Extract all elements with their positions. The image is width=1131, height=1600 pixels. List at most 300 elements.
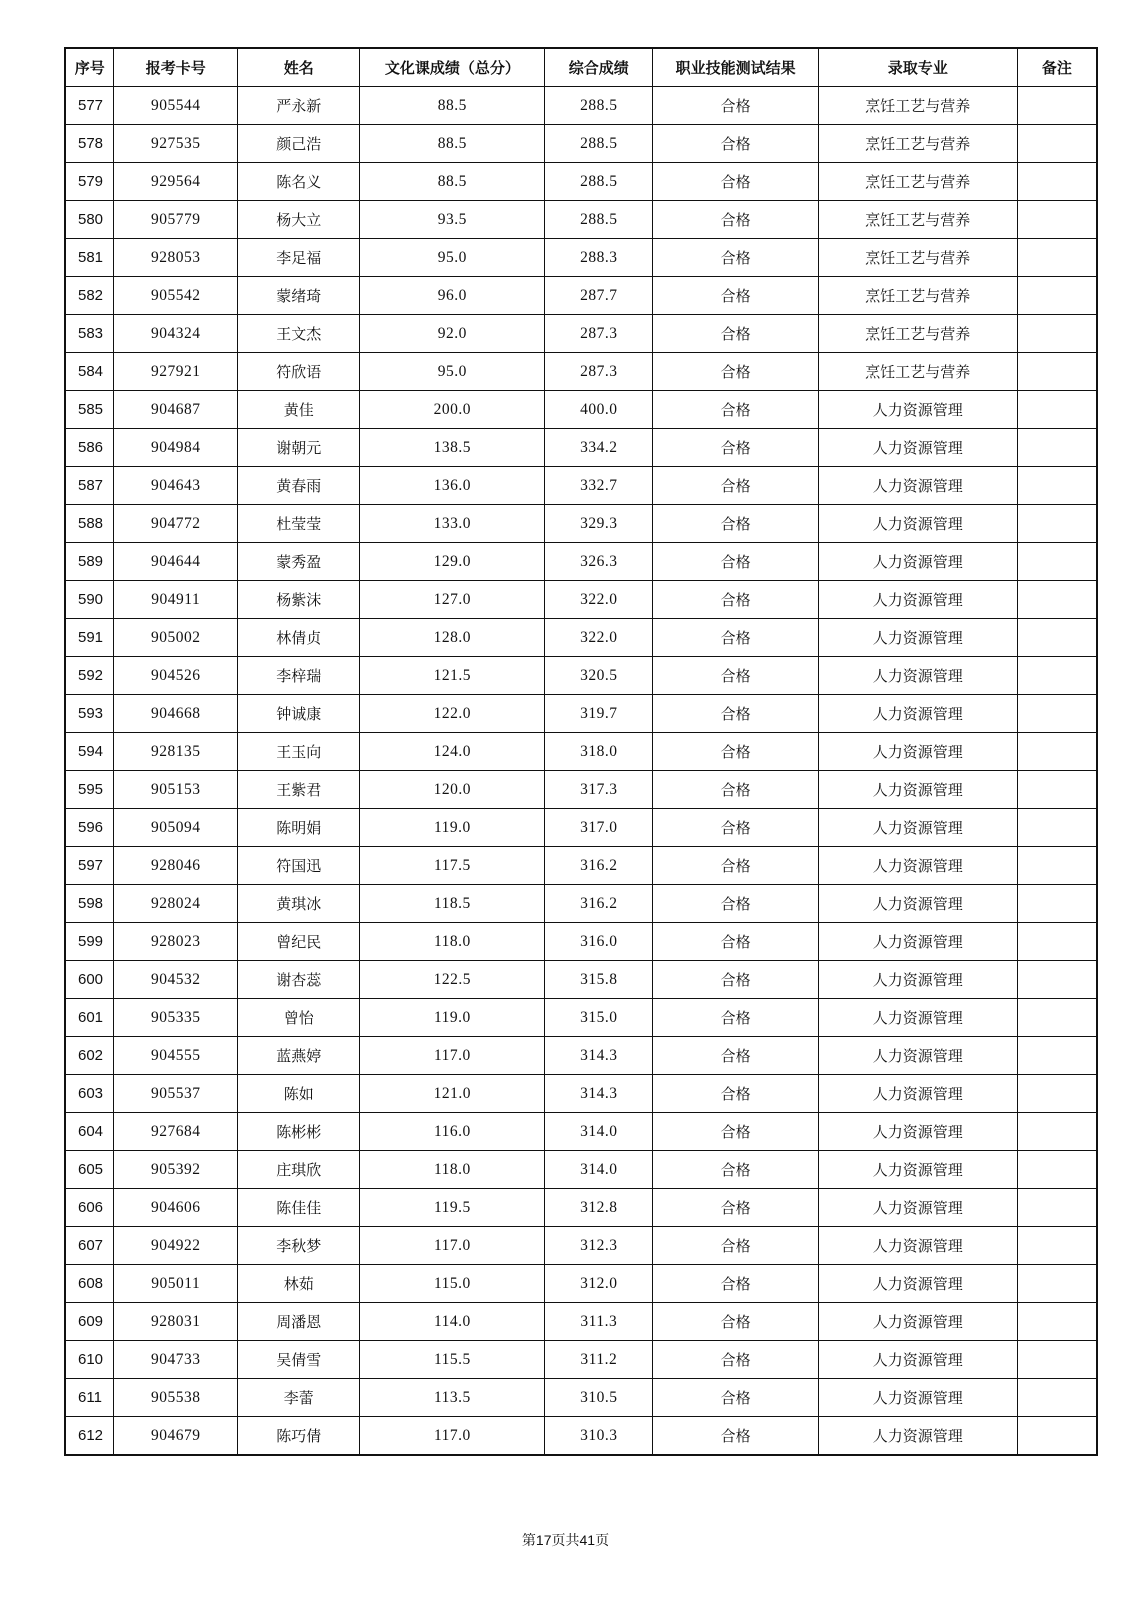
cell-card-number: 928053 — [114, 239, 238, 277]
cell-remark — [1017, 1151, 1097, 1189]
cell-remark — [1017, 1189, 1097, 1227]
table-row — [65, 163, 1097, 201]
cell-skill-result: 合格 — [653, 1037, 818, 1075]
cell-remark — [1017, 87, 1097, 125]
cell-seq: 586 — [65, 429, 114, 467]
footer-page-number: 17 — [535, 1532, 552, 1548]
cell-remark — [1017, 1303, 1097, 1341]
cell-seq: 577 — [65, 87, 114, 125]
cell-major: 烹饪工艺与营养 — [818, 277, 1017, 315]
cell-seq: 595 — [65, 771, 114, 809]
cell-seq: 604 — [65, 1113, 114, 1151]
cell-total-score: 320.5 — [545, 657, 653, 695]
table-row — [65, 315, 1097, 353]
cell-skill-result: 合格 — [653, 429, 818, 467]
cell-skill-result: 合格 — [653, 695, 818, 733]
cell-seq: 594 — [65, 733, 114, 771]
cell-remark — [1017, 771, 1097, 809]
cell-seq: 593 — [65, 695, 114, 733]
cell-culture-score: 115.5 — [360, 1341, 545, 1379]
cell-remark — [1017, 695, 1097, 733]
cell-major: 人力资源管理 — [818, 1075, 1017, 1113]
cell-card-number: 905011 — [114, 1265, 238, 1303]
cell-skill-result: 合格 — [653, 505, 818, 543]
footer-prefix: 第 — [521, 1533, 536, 1549]
cell-remark — [1017, 923, 1097, 961]
cell-major: 人力资源管理 — [818, 961, 1017, 999]
cell-name: 王玉向 — [237, 733, 359, 771]
cell-major: 人力资源管理 — [818, 695, 1017, 733]
cell-skill-result: 合格 — [653, 657, 818, 695]
cell-card-number: 905544 — [114, 87, 238, 125]
cell-total-score: 314.0 — [545, 1113, 653, 1151]
cell-seq: 601 — [65, 999, 114, 1037]
cell-seq: 603 — [65, 1075, 114, 1113]
cell-seq: 591 — [65, 619, 114, 657]
cell-total-score: 288.5 — [545, 163, 653, 201]
cell-remark — [1017, 1113, 1097, 1151]
cell-total-score: 319.7 — [545, 695, 653, 733]
cell-major: 人力资源管理 — [818, 619, 1017, 657]
table-row — [65, 771, 1097, 809]
table-row — [65, 961, 1097, 999]
cell-name: 王紫君 — [237, 771, 359, 809]
cell-seq: 606 — [65, 1189, 114, 1227]
cell-remark — [1017, 733, 1097, 771]
cell-remark — [1017, 657, 1097, 695]
cell-skill-result: 合格 — [653, 771, 818, 809]
cell-skill-result: 合格 — [653, 885, 818, 923]
cell-skill-result: 合格 — [653, 315, 818, 353]
cell-name: 庄琪欣 — [237, 1151, 359, 1189]
cell-culture-score: 117.0 — [360, 1227, 545, 1265]
table-row — [65, 391, 1097, 429]
cell-name: 李梓瑞 — [237, 657, 359, 695]
table-row — [65, 1303, 1097, 1341]
cell-name: 严永新 — [237, 87, 359, 125]
cell-culture-score: 88.5 — [360, 163, 545, 201]
table-row — [65, 277, 1097, 315]
cell-culture-score: 118.5 — [360, 885, 545, 923]
cell-major: 烹饪工艺与营养 — [818, 353, 1017, 391]
table-row — [65, 239, 1097, 277]
cell-skill-result: 合格 — [653, 1341, 818, 1379]
cell-remark — [1017, 201, 1097, 239]
cell-name: 谢朝元 — [237, 429, 359, 467]
cell-remark — [1017, 239, 1097, 277]
header-seq: 序号 — [65, 48, 114, 87]
cell-total-score: 310.5 — [545, 1379, 653, 1417]
admission-table — [64, 47, 1098, 1456]
cell-total-score: 315.0 — [545, 999, 653, 1037]
table-row — [65, 809, 1097, 847]
header-remark: 备注 — [1017, 48, 1097, 87]
cell-seq: 579 — [65, 163, 114, 201]
cell-culture-score: 138.5 — [360, 429, 545, 467]
cell-seq: 607 — [65, 1227, 114, 1265]
page-footer — [0, 1530, 1131, 1550]
cell-remark — [1017, 961, 1097, 999]
cell-seq: 597 — [65, 847, 114, 885]
cell-seq: 608 — [65, 1265, 114, 1303]
cell-name: 李秋梦 — [237, 1227, 359, 1265]
cell-card-number: 904984 — [114, 429, 238, 467]
cell-remark — [1017, 315, 1097, 353]
table-row — [65, 505, 1097, 543]
cell-remark — [1017, 581, 1097, 619]
cell-major: 人力资源管理 — [818, 657, 1017, 695]
cell-total-score: 318.0 — [545, 733, 653, 771]
header-card-number: 报考卡号 — [114, 48, 238, 87]
cell-remark — [1017, 505, 1097, 543]
cell-name: 陈明娟 — [237, 809, 359, 847]
cell-card-number: 928023 — [114, 923, 238, 961]
cell-major: 人力资源管理 — [818, 1417, 1017, 1456]
table-row — [65, 1113, 1097, 1151]
cell-total-score: 314.0 — [545, 1151, 653, 1189]
cell-name: 曾怡 — [237, 999, 359, 1037]
cell-card-number: 904687 — [114, 391, 238, 429]
table-row — [65, 467, 1097, 505]
cell-major: 人力资源管理 — [818, 505, 1017, 543]
footer-total-pages: 41 — [579, 1532, 596, 1548]
cell-total-score: 288.3 — [545, 239, 653, 277]
cell-total-score: 288.5 — [545, 125, 653, 163]
cell-total-score: 288.5 — [545, 87, 653, 125]
cell-culture-score: 200.0 — [360, 391, 545, 429]
cell-skill-result: 合格 — [653, 847, 818, 885]
cell-total-score: 316.2 — [545, 847, 653, 885]
cell-skill-result: 合格 — [653, 125, 818, 163]
cell-seq: 589 — [65, 543, 114, 581]
cell-skill-result: 合格 — [653, 1151, 818, 1189]
cell-culture-score: 133.0 — [360, 505, 545, 543]
cell-remark — [1017, 809, 1097, 847]
cell-name: 杜莹莹 — [237, 505, 359, 543]
table-row — [65, 1417, 1097, 1456]
cell-name: 陈名义 — [237, 163, 359, 201]
cell-name: 符国迅 — [237, 847, 359, 885]
cell-major: 人力资源管理 — [818, 999, 1017, 1037]
cell-remark — [1017, 1227, 1097, 1265]
cell-skill-result: 合格 — [653, 1113, 818, 1151]
table-row — [65, 1227, 1097, 1265]
cell-remark — [1017, 847, 1097, 885]
cell-name: 陈巧倩 — [237, 1417, 359, 1456]
cell-total-score: 317.3 — [545, 771, 653, 809]
cell-skill-result: 合格 — [653, 163, 818, 201]
cell-major: 烹饪工艺与营养 — [818, 239, 1017, 277]
cell-total-score: 310.3 — [545, 1417, 653, 1456]
cell-name: 李蕾 — [237, 1379, 359, 1417]
cell-name: 吴倩雪 — [237, 1341, 359, 1379]
header-skill-result: 职业技能测试结果 — [653, 48, 818, 87]
cell-name: 黄春雨 — [237, 467, 359, 505]
cell-name: 颜己浩 — [237, 125, 359, 163]
cell-name: 钟诚康 — [237, 695, 359, 733]
cell-total-score: 334.2 — [545, 429, 653, 467]
cell-seq: 602 — [65, 1037, 114, 1075]
cell-seq: 605 — [65, 1151, 114, 1189]
cell-skill-result: 合格 — [653, 467, 818, 505]
cell-seq: 587 — [65, 467, 114, 505]
cell-card-number: 905094 — [114, 809, 238, 847]
table-header — [65, 48, 1097, 87]
cell-seq: 612 — [65, 1417, 114, 1456]
cell-seq: 578 — [65, 125, 114, 163]
cell-card-number: 928135 — [114, 733, 238, 771]
cell-name: 蒙秀盈 — [237, 543, 359, 581]
cell-total-score: 326.3 — [545, 543, 653, 581]
cell-card-number: 905779 — [114, 201, 238, 239]
cell-major: 人力资源管理 — [818, 581, 1017, 619]
cell-skill-result: 合格 — [653, 581, 818, 619]
cell-major: 人力资源管理 — [818, 847, 1017, 885]
cell-skill-result: 合格 — [653, 961, 818, 999]
cell-major: 人力资源管理 — [818, 809, 1017, 847]
cell-skill-result: 合格 — [653, 391, 818, 429]
cell-skill-result: 合格 — [653, 999, 818, 1037]
table-row — [65, 619, 1097, 657]
cell-total-score: 312.0 — [545, 1265, 653, 1303]
cell-total-score: 312.3 — [545, 1227, 653, 1265]
cell-name: 蒙绪琦 — [237, 277, 359, 315]
cell-total-score: 316.2 — [545, 885, 653, 923]
cell-total-score: 314.3 — [545, 1037, 653, 1075]
cell-major: 人力资源管理 — [818, 429, 1017, 467]
cell-culture-score: 129.0 — [360, 543, 545, 581]
cell-remark — [1017, 1075, 1097, 1113]
cell-major: 人力资源管理 — [818, 1341, 1017, 1379]
cell-culture-score: 114.0 — [360, 1303, 545, 1341]
cell-seq: 611 — [65, 1379, 114, 1417]
cell-culture-score: 119.0 — [360, 809, 545, 847]
cell-card-number: 927535 — [114, 125, 238, 163]
cell-remark — [1017, 619, 1097, 657]
header-total-score: 综合成绩 — [545, 48, 653, 87]
cell-seq: 598 — [65, 885, 114, 923]
cell-skill-result: 合格 — [653, 733, 818, 771]
cell-card-number: 927921 — [114, 353, 238, 391]
cell-card-number: 905002 — [114, 619, 238, 657]
cell-name: 杨紫沫 — [237, 581, 359, 619]
cell-remark — [1017, 1417, 1097, 1456]
table-row — [65, 847, 1097, 885]
table-row — [65, 125, 1097, 163]
cell-seq: 588 — [65, 505, 114, 543]
cell-culture-score: 128.0 — [360, 619, 545, 657]
cell-culture-score: 122.5 — [360, 961, 545, 999]
cell-card-number: 905392 — [114, 1151, 238, 1189]
cell-seq: 610 — [65, 1341, 114, 1379]
cell-name: 曾纪民 — [237, 923, 359, 961]
cell-culture-score: 88.5 — [360, 125, 545, 163]
cell-skill-result: 合格 — [653, 809, 818, 847]
footer-middle: 页共 — [551, 1533, 580, 1549]
cell-card-number: 928031 — [114, 1303, 238, 1341]
table-row — [65, 1265, 1097, 1303]
cell-card-number: 904644 — [114, 543, 238, 581]
cell-remark — [1017, 885, 1097, 923]
cell-culture-score: 120.0 — [360, 771, 545, 809]
cell-card-number: 904606 — [114, 1189, 238, 1227]
table-row — [65, 201, 1097, 239]
table-row — [65, 581, 1097, 619]
cell-skill-result: 合格 — [653, 619, 818, 657]
cell-name: 谢杏蕊 — [237, 961, 359, 999]
cell-remark — [1017, 125, 1097, 163]
cell-remark — [1017, 467, 1097, 505]
cell-skill-result: 合格 — [653, 277, 818, 315]
table-row — [65, 923, 1097, 961]
cell-remark — [1017, 163, 1097, 201]
cell-seq: 582 — [65, 277, 114, 315]
cell-seq: 596 — [65, 809, 114, 847]
cell-major: 人力资源管理 — [818, 771, 1017, 809]
cell-seq: 599 — [65, 923, 114, 961]
cell-culture-score: 116.0 — [360, 1113, 545, 1151]
cell-major: 人力资源管理 — [818, 1113, 1017, 1151]
cell-skill-result: 合格 — [653, 353, 818, 391]
cell-skill-result: 合格 — [653, 87, 818, 125]
cell-culture-score: 136.0 — [360, 467, 545, 505]
cell-skill-result: 合格 — [653, 239, 818, 277]
cell-remark — [1017, 277, 1097, 315]
cell-name: 林茹 — [237, 1265, 359, 1303]
cell-culture-score: 113.5 — [360, 1379, 545, 1417]
table-row — [65, 695, 1097, 733]
cell-major: 人力资源管理 — [818, 467, 1017, 505]
cell-card-number: 905537 — [114, 1075, 238, 1113]
cell-total-score: 287.3 — [545, 353, 653, 391]
cell-total-score: 315.8 — [545, 961, 653, 999]
cell-major: 人力资源管理 — [818, 1227, 1017, 1265]
cell-culture-score: 119.5 — [360, 1189, 545, 1227]
cell-culture-score: 117.0 — [360, 1417, 545, 1456]
cell-card-number: 905538 — [114, 1379, 238, 1417]
cell-skill-result: 合格 — [653, 1379, 818, 1417]
cell-card-number: 904668 — [114, 695, 238, 733]
cell-culture-score: 121.0 — [360, 1075, 545, 1113]
cell-major: 人力资源管理 — [818, 1265, 1017, 1303]
cell-card-number: 928046 — [114, 847, 238, 885]
cell-culture-score: 96.0 — [360, 277, 545, 315]
cell-total-score: 322.0 — [545, 581, 653, 619]
cell-card-number: 905153 — [114, 771, 238, 809]
cell-total-score: 329.3 — [545, 505, 653, 543]
cell-major: 人力资源管理 — [818, 543, 1017, 581]
cell-name: 林倩贞 — [237, 619, 359, 657]
cell-major: 烹饪工艺与营养 — [818, 87, 1017, 125]
cell-culture-score: 118.0 — [360, 923, 545, 961]
cell-seq: 609 — [65, 1303, 114, 1341]
cell-card-number: 905542 — [114, 277, 238, 315]
cell-major: 人力资源管理 — [818, 391, 1017, 429]
cell-name: 王文杰 — [237, 315, 359, 353]
header-name: 姓名 — [237, 48, 359, 87]
cell-culture-score: 118.0 — [360, 1151, 545, 1189]
cell-culture-score: 95.0 — [360, 353, 545, 391]
cell-total-score: 400.0 — [545, 391, 653, 429]
table-row — [65, 1075, 1097, 1113]
cell-remark — [1017, 1341, 1097, 1379]
cell-card-number: 904679 — [114, 1417, 238, 1456]
table-row — [65, 353, 1097, 391]
cell-total-score: 287.7 — [545, 277, 653, 315]
cell-major: 烹饪工艺与营养 — [818, 125, 1017, 163]
cell-culture-score: 119.0 — [360, 999, 545, 1037]
cell-name: 陈佳佳 — [237, 1189, 359, 1227]
cell-seq: 592 — [65, 657, 114, 695]
cell-skill-result: 合格 — [653, 1075, 818, 1113]
cell-culture-score: 88.5 — [360, 87, 545, 125]
cell-skill-result: 合格 — [653, 1227, 818, 1265]
cell-culture-score: 117.5 — [360, 847, 545, 885]
cell-card-number: 904526 — [114, 657, 238, 695]
cell-card-number: 904911 — [114, 581, 238, 619]
cell-culture-score: 121.5 — [360, 657, 545, 695]
cell-total-score: 312.8 — [545, 1189, 653, 1227]
cell-seq: 581 — [65, 239, 114, 277]
header-major: 录取专业 — [818, 48, 1017, 87]
cell-major: 人力资源管理 — [818, 1303, 1017, 1341]
table-row — [65, 87, 1097, 125]
cell-total-score: 311.2 — [545, 1341, 653, 1379]
cell-skill-result: 合格 — [653, 1265, 818, 1303]
cell-major: 人力资源管理 — [818, 923, 1017, 961]
table-row — [65, 733, 1097, 771]
cell-culture-score: 127.0 — [360, 581, 545, 619]
table-row — [65, 429, 1097, 467]
cell-culture-score: 93.5 — [360, 201, 545, 239]
table-row — [65, 657, 1097, 695]
footer-suffix: 页 — [595, 1533, 610, 1549]
table-row — [65, 1037, 1097, 1075]
cell-remark — [1017, 999, 1097, 1037]
cell-culture-score: 95.0 — [360, 239, 545, 277]
cell-name: 蓝燕婷 — [237, 1037, 359, 1075]
cell-total-score: 316.0 — [545, 923, 653, 961]
cell-total-score: 288.5 — [545, 201, 653, 239]
cell-seq: 583 — [65, 315, 114, 353]
cell-name: 陈如 — [237, 1075, 359, 1113]
cell-seq: 590 — [65, 581, 114, 619]
cell-seq: 585 — [65, 391, 114, 429]
cell-name: 黄佳 — [237, 391, 359, 429]
cell-remark — [1017, 353, 1097, 391]
cell-card-number: 927684 — [114, 1113, 238, 1151]
cell-name: 李足福 — [237, 239, 359, 277]
cell-major: 烹饪工艺与营养 — [818, 315, 1017, 353]
cell-skill-result: 合格 — [653, 1303, 818, 1341]
cell-total-score: 311.3 — [545, 1303, 653, 1341]
cell-seq: 584 — [65, 353, 114, 391]
cell-card-number: 929564 — [114, 163, 238, 201]
cell-card-number: 928024 — [114, 885, 238, 923]
cell-major: 烹饪工艺与营养 — [818, 201, 1017, 239]
cell-card-number: 904532 — [114, 961, 238, 999]
cell-culture-score: 122.0 — [360, 695, 545, 733]
cell-remark — [1017, 1379, 1097, 1417]
cell-major: 人力资源管理 — [818, 885, 1017, 923]
cell-name: 符欣语 — [237, 353, 359, 391]
cell-culture-score: 124.0 — [360, 733, 545, 771]
table-row — [65, 1341, 1097, 1379]
cell-name: 杨大立 — [237, 201, 359, 239]
cell-card-number: 904324 — [114, 315, 238, 353]
cell-card-number: 904922 — [114, 1227, 238, 1265]
header-row — [65, 48, 1097, 87]
